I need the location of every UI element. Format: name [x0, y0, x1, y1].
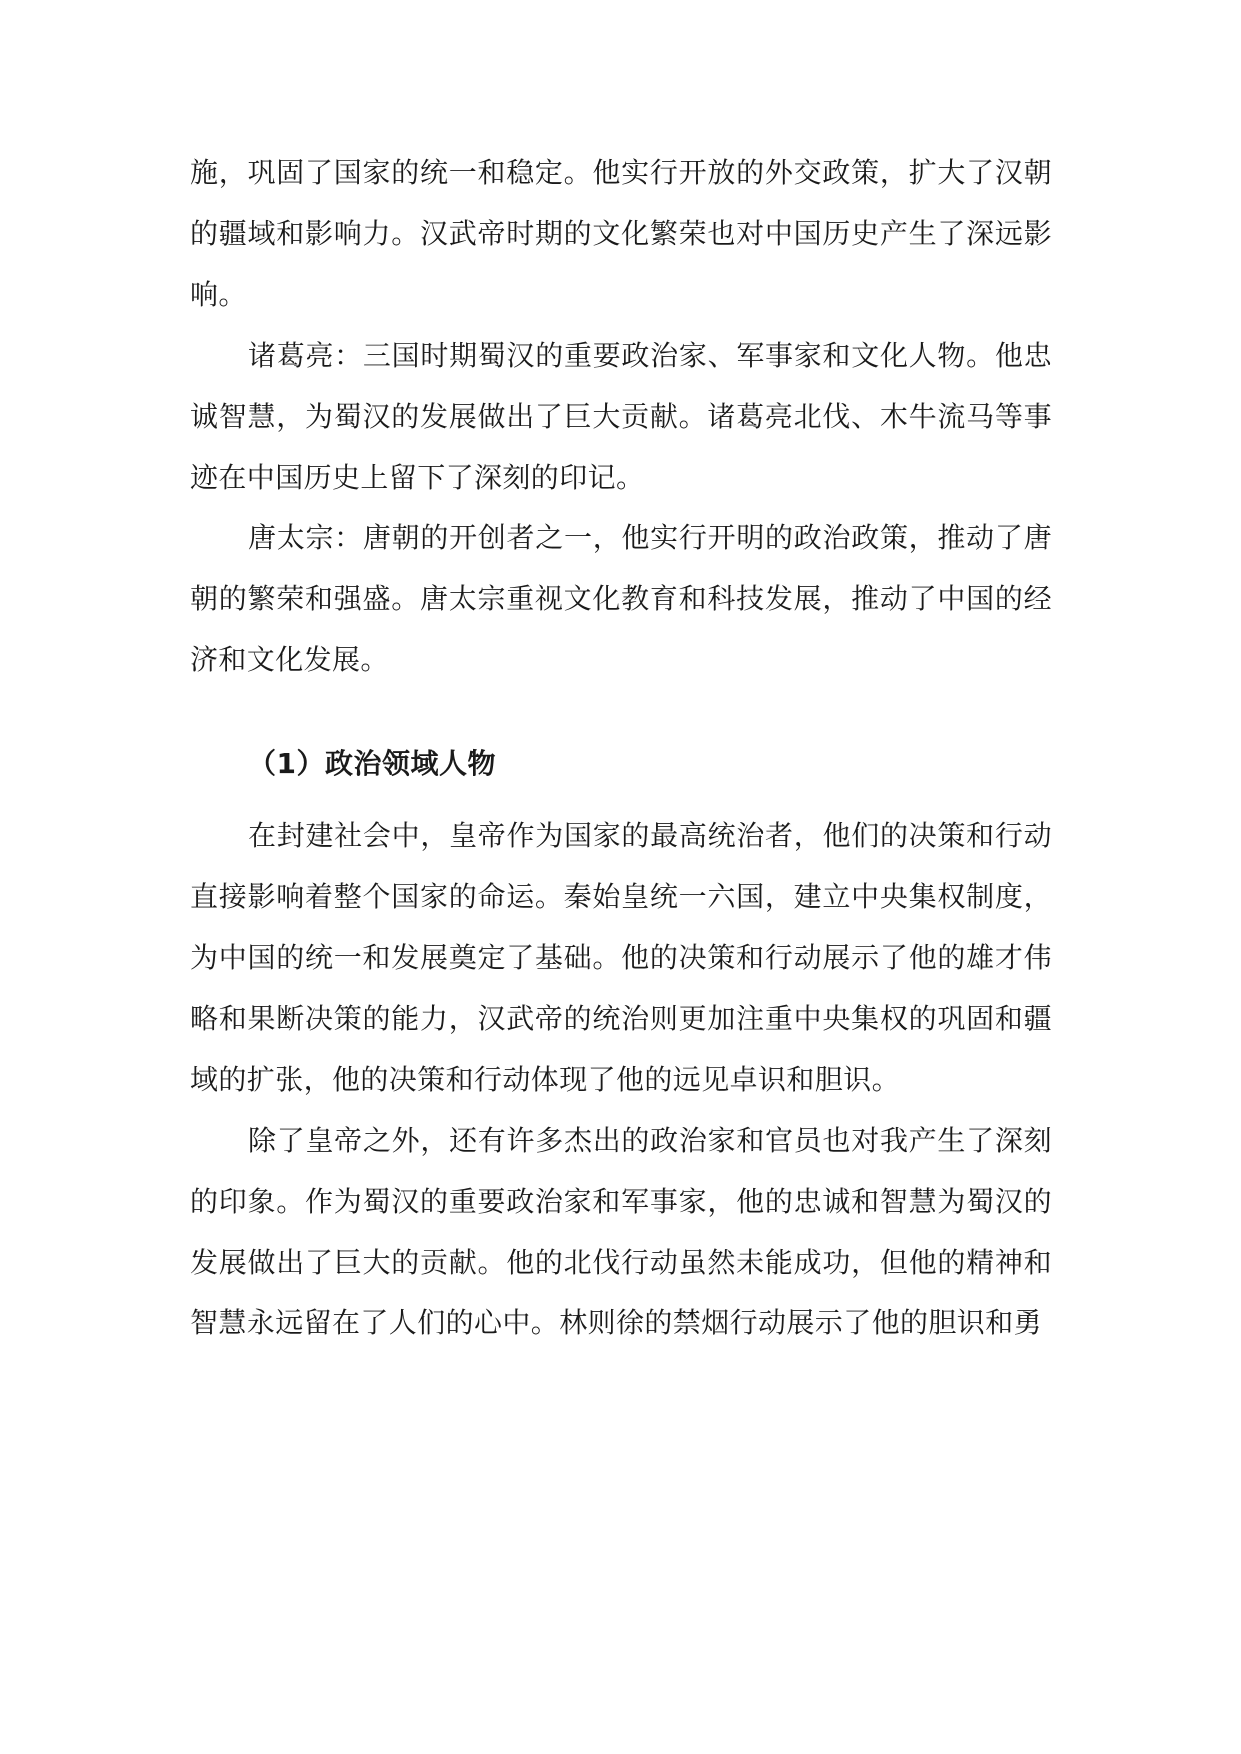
section-heading: （1）政治领域人物 [248, 747, 496, 781]
document-body [190, 143, 1052, 1354]
section-spacer [190, 691, 1052, 734]
paragraph-emperors: 在封建社会中，皇帝作为国家的最高统治者，他们的决策和行动直接影响着整个国家的命运。秦始皇统一六国，建立中央集权制度，为中国的统一和发展奠定了基础。他的决策和行动展示了他的雄才伟略和果断决策的能力，汉武帝的统治则更加注重中央集权的巩固和疆域的扩张，他的决策和行动体现了他的远见卓识和胆识。 [190, 819, 1052, 1096]
paragraph-zhuge-liang: 诸葛亮：三国时期蜀汉的重要政治家、军事家和文化人物。他忠诚智慧，为蜀汉的发展做出了巨大贡献。诸葛亮北伐、木牛流马等事迹在中国历史上留下了深刻的印记。 [190, 338, 1052, 494]
paragraph-statesmen: 除了皇帝之外，还有许多杰出的政治家和官员也对我产生了深刻的印象。作为蜀汉的重要政治家和军事家，他的忠诚和智慧为蜀汉的发展做出了巨大的贡献。他的北伐行动虽然未能成功，但他的精神和智慧永远留在了人们的心中。林则徐的禁烟行动展示了他的胆识和勇 [190, 1123, 1052, 1340]
paragraph-tang-taizong: 唐太宗：唐朝的开创者之一，他实行开明的政治政策，推动了唐朝的繁荣和强盛。唐太宗重视文化教育和科技发展，推动了中国的经济和文化发展。 [190, 521, 1052, 677]
paragraph-continuation: 施，巩固了国家的统一和稳定。他实行开放的外交政策，扩大了汉朝的疆域和影响力。汉武帝时期的文化繁荣也对中国历史产生了深远影响。 [190, 156, 1052, 311]
